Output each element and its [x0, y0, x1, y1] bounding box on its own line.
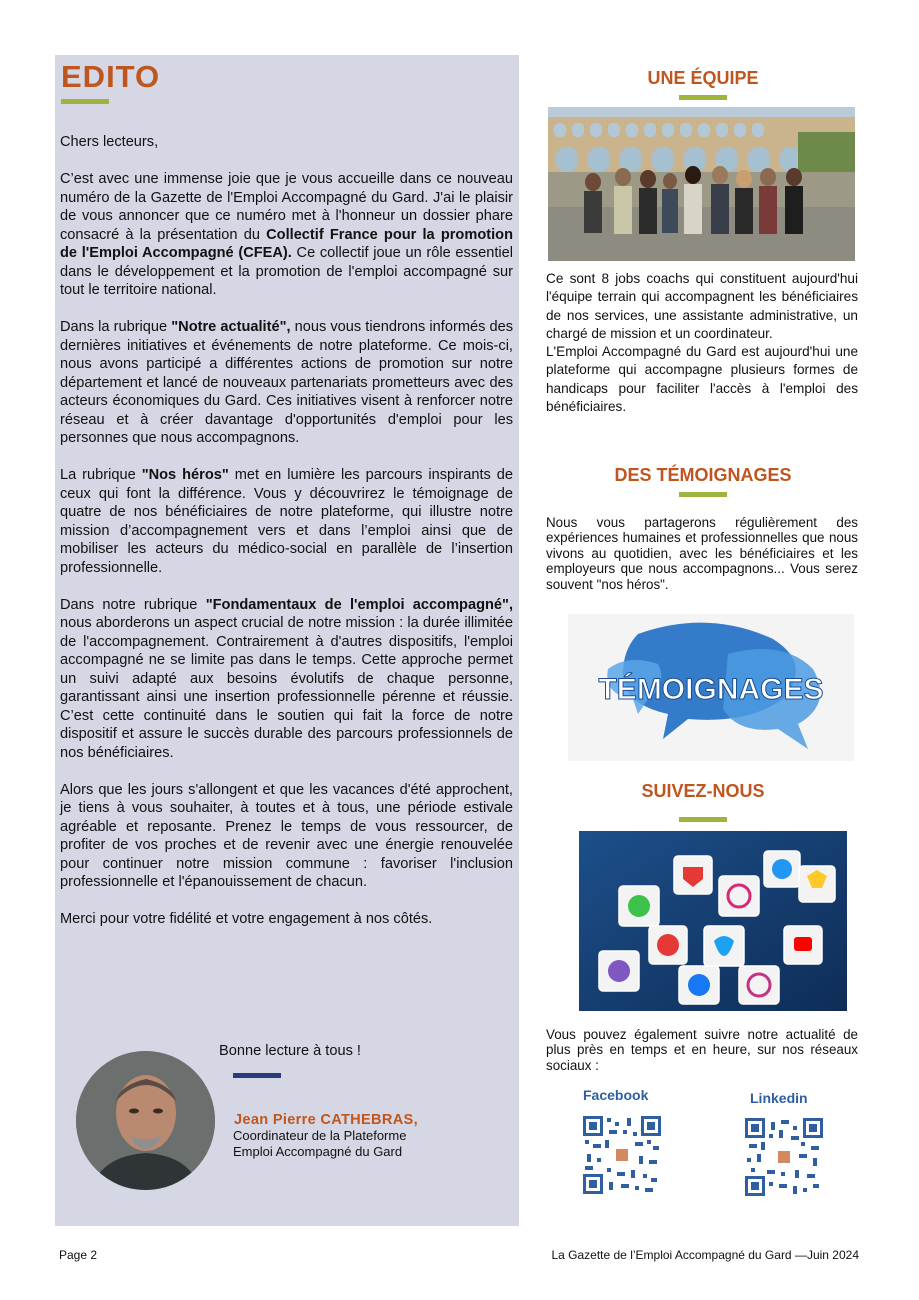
edito-paragraph-4: Dans notre rubrique "Fondamentaux de l'emploi accompagné", nous aborderons un aspect crucial de notre mission : la durée illimitée de l'accompagnement. Contrairement à d'autres dispositifs, l'emploi accompagné ne se limite pas dans le temps. Cette approche permet un suivi adapté aux besoins évolutifs de chaque personne, garantissant ainsi une insertion professionnelle pérenne et réussie. C’est cette continuité dans le soutien qui fait la force de notre dispositif et assure le succès durable des parcours professionnels de nos bénéficiaires. [60, 596, 513, 761]
temoignages-underline [679, 492, 727, 497]
suivez-underline [679, 817, 727, 822]
edito-title: EDITO [61, 59, 161, 94]
social-media-image [579, 831, 847, 1011]
temoignages-heading: DES TÉMOIGNAGES [614, 465, 792, 485]
author-role-line-2: Emploi Accompagné du Gard [233, 1143, 403, 1159]
equipe-text [546, 270, 858, 416]
equipe-heading: UNE ÉQUIPE [647, 68, 759, 88]
equipe-text-1: Ce sont 8 jobs coachs qui constituent aujourd'hui l'équipe terrain qui accompagnent les bénéficiaires de nos services, une assistante administrative, un chargé de mission et un coordinateur. [546, 271, 858, 341]
signoff-text: Bonne lecture à tous ! [219, 1043, 361, 1059]
equipe-text-2: L'Emploi Accompagné du Gard est aujourd'hui une plateforme qui accompagne plusieurs formes de handicaps pour faciliter l'accès à l'emploi des bénéficiaires. [546, 344, 858, 415]
signoff-bar [233, 1073, 281, 1078]
linkedin-label[interactable]: Linkedin [750, 1090, 808, 1106]
temoignages-image [568, 614, 854, 761]
author-role-line-1: Coordinateur de la Plateforme [233, 1128, 407, 1143]
linkedin-qr-code[interactable] [745, 1118, 823, 1196]
author-role [233, 1128, 406, 1159]
team-photo [548, 107, 855, 261]
suivez-heading: SUIVEZ-NOUS [641, 781, 765, 801]
edito-paragraph-1: C’est avec une immense joie que je vous accueille dans ce nouveau numéro de la Gazette de l'Emploi Accompagné du Gard. J'ai le plaisir de vous annoncer que ce numéro met à l'honneur un dossier phare consacré à la présentation du Collectif France pour la promotion de l'Emploi Accompagné (CFEA). Ce collectif joue un rôle essentiel dans le développement et la promotion de l'emploi accompagné sur tout le territoire national. [60, 171, 513, 298]
author-name: Jean Pierre CATHEBRAS, [234, 1112, 418, 1128]
edito-greeting: Chers lecteurs, [60, 134, 159, 150]
facebook-label[interactable]: Facebook [583, 1087, 649, 1103]
edito-panel [55, 55, 519, 1226]
edito-title-underline [61, 99, 109, 104]
temoignages-text: Nous vous partagerons régulièrement des expériences humaines et professionnelles que nous vivons au quotidien, avec les bénéficiaires et les employeurs que nous accompagnons... Vous serez souvent "nos héros". [546, 515, 858, 592]
facebook-qr-code[interactable] [583, 1116, 661, 1194]
publication-title: La Gazette de l’Emploi Accompagné du Gard —Juin 2024 [551, 1248, 859, 1262]
edito-paragraph-2: Dans la rubrique "Notre actualité", nous vous tiendrons informés des dernières initiatives et événements de notre plateforme. Ce mois-ci, nous avons participé a différentes actions de promotion sur notre département et lancé de nouveaux partenariats prometteurs avec des acteurs économiques du Gard. Ces initiatives visent à renforcer notre réseau et à créer davantage d'opportunités d'emploi pour les personnes que nous accompagnons. [60, 319, 514, 446]
edito-paragraph-6: Merci pour votre fidélité et votre engagement à nos côtés. [60, 911, 433, 927]
page-number: Page 2 [59, 1248, 98, 1262]
edito-paragraph-5: Alors que les jours s'allongent et que les vacances d'été approchent, je tiens à vous souhaiter, à toutes et à tous, une période estivale agréable et reposante. Prenez le temps de vous ressourcer, de profiter de vos proches et de revenir avec une énergie renouvelée pour continuer notre mission commune : favoriser l'inclusion professionnelle et l'épanouissement de chacun. [60, 781, 513, 890]
edito-paragraph-3: La rubrique "Nos héros" met en lumière les parcours inspirants de ceux qui font la différence. Vous y découvrirez le témoignage de quatre de nos bénéficiaires de notre plateforme, qui illustre notre mission d’accompagnement vers et dans l’emploi ainsi que de mobiliser les acteurs du médico-social en parallèle de l’insertion professionnelle. [60, 467, 513, 576]
author-avatar [76, 1051, 215, 1190]
edito-body [60, 133, 513, 947]
suivez-text: Vous pouvez également suivre notre actualité de plus près en temps et en heure, sur nos réseaux sociaux : [546, 1027, 858, 1073]
equipe-underline [679, 95, 727, 100]
temoignages-image-word: TÉMOIGNAGES [598, 673, 824, 706]
